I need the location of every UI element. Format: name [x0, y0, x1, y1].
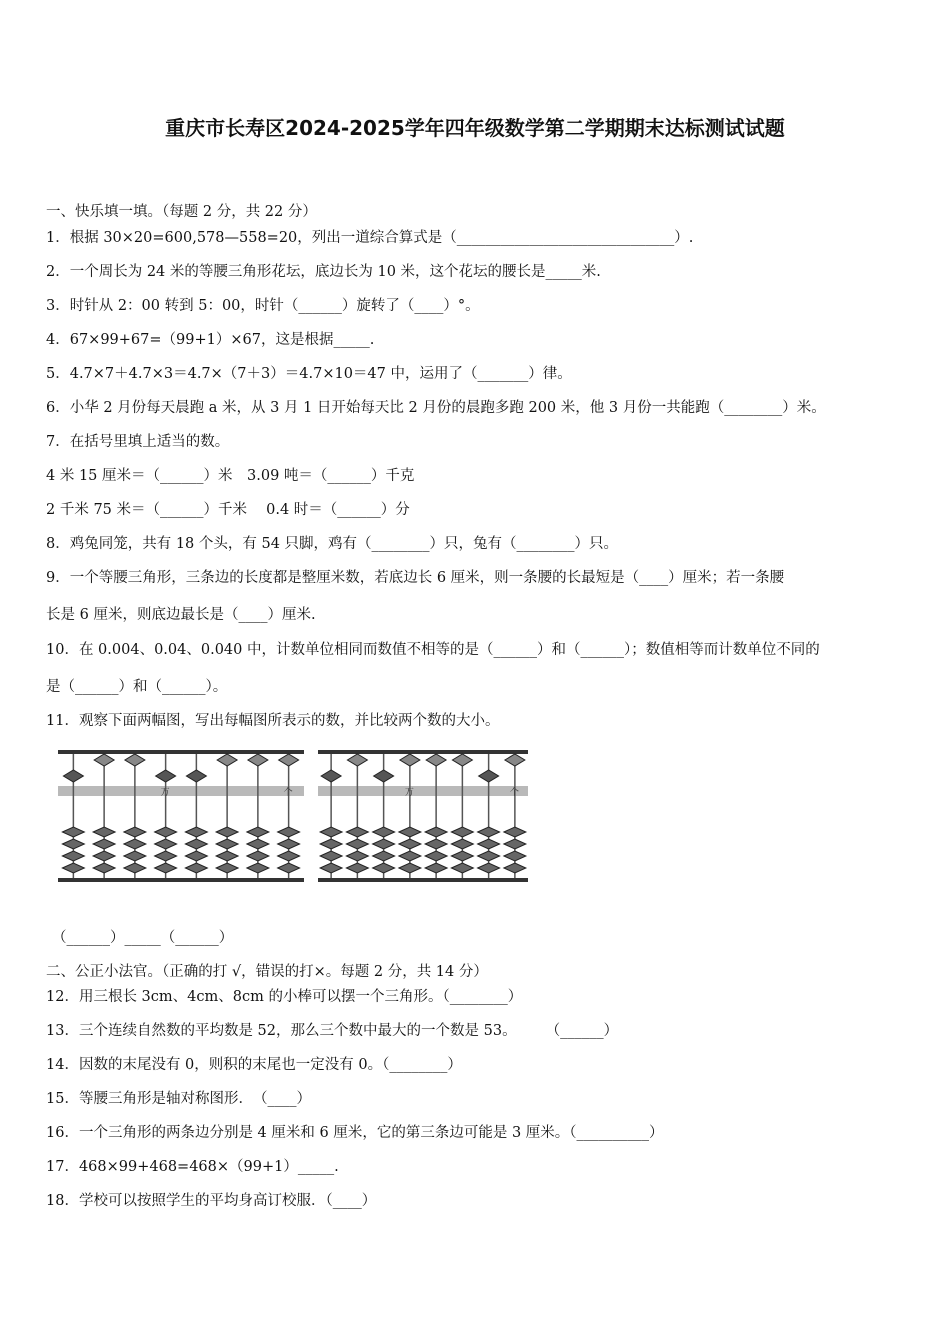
- abacus-lower-bead: [451, 827, 473, 837]
- abacus-upper-bead: [156, 770, 176, 782]
- abacus-lower-bead: [478, 863, 500, 873]
- abacus-lower-bead: [373, 863, 395, 873]
- question-1: 1．根据 30×20=600,578—558=20，列出一道综合算式是（______________________________）.: [46, 230, 694, 246]
- question-7-part-b: 2 千米 75 米＝（______）千米 0.4 时＝（______）分: [46, 502, 410, 518]
- abacus-upper-bead: [125, 754, 145, 766]
- question-9-line-1: 9．一个等腰三角形，三条边的长度都是整厘米数，若底边长 6 厘米，则一条腰的长最短是（____）厘米；若一条腰: [46, 570, 785, 586]
- abacus-lower-bead: [399, 827, 421, 837]
- abacus-upper-bead: [347, 754, 367, 766]
- question-14: 14．因数的末尾没有 0，则积的末尾也一定没有 0。（________）: [46, 1057, 462, 1073]
- abacus-lower-bead: [478, 839, 500, 849]
- abacus-lower-bead: [247, 851, 269, 861]
- abacus-upper-bead: [374, 770, 394, 782]
- question-10-line-1: 10．在 0.004、0.04、0.040 中，计数单位相同而数值不相等的是（______）和（______）；数值相等而计数单位不同的: [46, 642, 820, 658]
- abacus-lower-bead: [62, 839, 84, 849]
- question-10-line-2: 是（______）和（______）。: [46, 679, 228, 695]
- abacus-rod-mark-wan: 万: [404, 788, 414, 798]
- abacus-lower-bead: [451, 863, 473, 873]
- abacus-lower-bead: [155, 863, 177, 873]
- abacus-lower-bead: [185, 851, 207, 861]
- abacus-lower-bead: [504, 827, 526, 837]
- question-5: 5．4.7×7＋4.7×3＝4.7×（7＋3）＝4.7×10＝47 中，运用了（_______）律。: [46, 366, 572, 382]
- question-6: 6．小华 2 月份每天晨跑 a 米，从 3 月 1 日开始每天比 2 月份的晨跑多跑 200 米，他 3 月份一共能跑（________）米。: [46, 400, 826, 416]
- question-7: 7．在括号里填上适当的数。: [46, 434, 230, 450]
- abacus-lower-bead: [155, 851, 177, 861]
- abacus-lower-bead: [425, 827, 447, 837]
- abacus-lower-bead: [185, 863, 207, 873]
- abacus-lower-bead: [320, 863, 342, 873]
- abacus-lower-bead: [451, 839, 473, 849]
- abacus-lower-bead: [320, 827, 342, 837]
- abacus-lower-bead: [93, 839, 115, 849]
- question-12: 12．用三根长 3cm、4cm、8cm 的小棒可以摆一个三角形。（________）: [46, 989, 523, 1005]
- abacus-lower-bead: [278, 827, 300, 837]
- abacus-beam: [58, 786, 304, 796]
- question-15: 15．等腰三角形是轴对称图形． （____）: [46, 1091, 311, 1107]
- abacus-lower-bead: [216, 839, 238, 849]
- abacus-lower-bead: [320, 839, 342, 849]
- question-8: 8．鸡兔同笼，共有 18 个头，有 54 只脚，鸡有（________）只，兔有（________）只。: [46, 536, 619, 552]
- abacus-lower-bead: [62, 827, 84, 837]
- abacus-lower-bead: [425, 851, 447, 861]
- page-title: 重庆市长寿区2024-2025学年四年级数学第二学期期末达标测试试题: [165, 116, 785, 140]
- abacus-lower-bead: [346, 851, 368, 861]
- abacus-lower-bead: [425, 863, 447, 873]
- abacus-upper-bead: [279, 754, 299, 766]
- abacus-top-frame: [58, 750, 304, 754]
- abacus-upper-bead: [186, 770, 206, 782]
- abacus-lower-bead: [185, 827, 207, 837]
- abacus-upper-bead: [452, 754, 472, 766]
- abacus-upper-bead: [94, 754, 114, 766]
- question-11-answer-blanks: （______）_____（______）: [52, 930, 234, 946]
- abacus-lower-bead: [399, 839, 421, 849]
- abacus-upper-bead: [479, 770, 499, 782]
- abacus-upper-bead: [217, 754, 237, 766]
- abacus-lower-bead: [124, 827, 146, 837]
- abacus-beam: [318, 786, 528, 796]
- abacus-lower-bead: [278, 851, 300, 861]
- question-3: 3．时针从 2：00 转到 5：00，时针（______）旋转了（____）°。: [46, 298, 480, 314]
- abacus-lower-bead: [504, 839, 526, 849]
- question-9-line-2: 长是 6 厘米，则底边最长是（____）厘米.: [46, 607, 316, 623]
- abacus-lower-bead: [373, 827, 395, 837]
- abacus-figure-right: [312, 748, 534, 888]
- abacus-lower-bead: [451, 851, 473, 861]
- abacus-lower-bead: [346, 827, 368, 837]
- abacus-lower-bead: [155, 839, 177, 849]
- abacus-upper-bead: [63, 770, 83, 782]
- question-16: 16．一个三角形的两条边分别是 4 厘米和 6 厘米，它的第三条边可能是 3 厘米。（__________）: [46, 1125, 664, 1141]
- question-7-part-a: 4 米 15 厘米＝（______）米 3.09 吨＝（______）千克: [46, 468, 415, 484]
- abacus-lower-bead: [399, 863, 421, 873]
- abacus-lower-bead: [373, 839, 395, 849]
- abacus-lower-bead: [425, 839, 447, 849]
- abacus-lower-bead: [62, 863, 84, 873]
- section-2-heading: 二、公正小法官。（正确的打 √，错误的打×。每题 2 分，共 14 分）: [46, 964, 488, 980]
- abacus-lower-bead: [346, 863, 368, 873]
- abacus-lower-bead: [504, 863, 526, 873]
- abacus-lower-bead: [216, 851, 238, 861]
- abacus-lower-bead: [247, 827, 269, 837]
- question-4: 4．67×99+67=（99+1）×67，这是根据_____.: [46, 332, 375, 348]
- abacus-bottom-frame: [318, 878, 528, 882]
- abacus-lower-bead: [216, 863, 238, 873]
- abacus-upper-bead: [248, 754, 268, 766]
- abacus-figure-left: [52, 748, 310, 888]
- question-18: 18．学校可以按照学生的平均身高订校服．（____）: [46, 1193, 377, 1209]
- abacus-lower-bead: [278, 863, 300, 873]
- abacus-lower-bead: [62, 851, 84, 861]
- abacus-lower-bead: [373, 851, 395, 861]
- question-17: 17．468×99+468=468×（99+1）_____.: [46, 1159, 339, 1175]
- abacus-lower-bead: [478, 851, 500, 861]
- abacus-lower-bead: [124, 851, 146, 861]
- question-11: 11．观察下面两幅图，写出每幅图所表示的数，并比较两个数的大小。: [46, 713, 500, 729]
- abacus-lower-bead: [399, 851, 421, 861]
- abacus-lower-bead: [346, 839, 368, 849]
- abacus-rod-mark-ge: 个: [283, 788, 293, 798]
- abacus-lower-bead: [478, 827, 500, 837]
- abacus-lower-bead: [124, 863, 146, 873]
- abacus-rod-mark-ge: 个: [509, 788, 519, 798]
- question-13: 13．三个连续自然数的平均数是 52，那么三个数中最大的一个数是 53。 （______）: [46, 1023, 619, 1039]
- abacus-lower-bead: [93, 827, 115, 837]
- abacus-lower-bead: [320, 851, 342, 861]
- abacus-lower-bead: [185, 839, 207, 849]
- abacus-lower-bead: [216, 827, 238, 837]
- abacus-rod-mark-wan: 万: [160, 788, 170, 798]
- abacus-lower-bead: [247, 863, 269, 873]
- abacus-lower-bead: [93, 851, 115, 861]
- abacus-upper-bead: [400, 754, 420, 766]
- abacus-bottom-frame: [58, 878, 304, 882]
- abacus-top-frame: [318, 750, 528, 754]
- abacus-upper-bead: [505, 754, 525, 766]
- abacus-lower-bead: [155, 827, 177, 837]
- abacus-upper-bead: [321, 770, 341, 782]
- abacus-lower-bead: [504, 851, 526, 861]
- abacus-upper-bead: [426, 754, 446, 766]
- abacus-lower-bead: [93, 863, 115, 873]
- abacus-lower-bead: [124, 839, 146, 849]
- abacus-lower-bead: [278, 839, 300, 849]
- section-1-heading: 一、快乐填一填。（每题 2 分，共 22 分）: [46, 204, 317, 220]
- question-2: 2．一个周长为 24 米的等腰三角形花坛，底边长为 10 米，这个花坛的腰长是_____米.: [46, 264, 601, 280]
- abacus-lower-bead: [247, 839, 269, 849]
